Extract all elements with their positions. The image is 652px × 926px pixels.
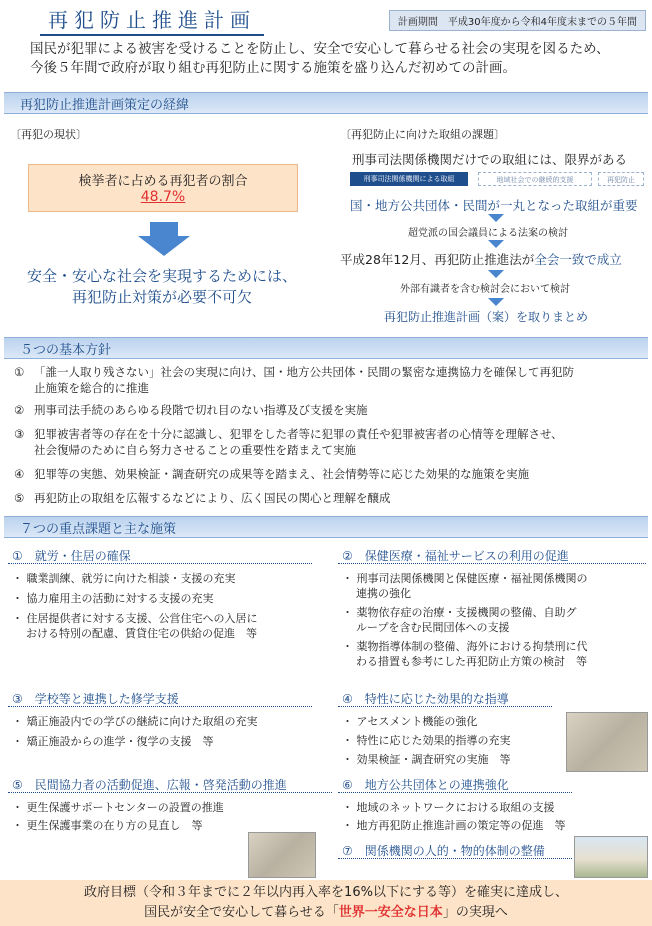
policy-2 xyxy=(14,402,644,418)
issue-5-list xyxy=(12,800,332,833)
step-arrow-icon xyxy=(488,240,504,248)
pill-justice: 刑事司法関係機関による取組 xyxy=(350,172,468,186)
conclusion-line-2: 再犯防止対策が必要不可欠 xyxy=(71,288,252,306)
meeting-photo xyxy=(248,832,316,878)
step-2-highlight: 全会一致で成立 xyxy=(534,252,622,267)
policy-number: ① xyxy=(14,365,25,379)
policy-text-cont: 止施策を総合的に推進 xyxy=(34,381,149,395)
list-item: ・ 職業訓練、就労に向けた相談・支援の充実 xyxy=(12,572,236,585)
issue-5-title: ⑤ 民間協力者の活動促進、広報・啓発活動の推進 xyxy=(8,776,332,793)
step-4: 再犯防止推進計画（案）を取りまとめ xyxy=(384,310,589,324)
section-issues-heading xyxy=(4,516,648,538)
plan-period: 計画期間 平成30年度から令和4年度末までの５年間 xyxy=(389,10,646,31)
policy-number: ② xyxy=(14,403,25,417)
step-2 xyxy=(340,250,622,268)
step-arrow-icon xyxy=(488,214,504,222)
conclusion-line-1: 安全・安心な社会を実現するためには、 xyxy=(26,267,297,285)
current-situation-label: 〔再犯の現状〕 xyxy=(10,128,87,141)
footer-text-end: 」の実現へ xyxy=(442,905,508,920)
list-item-text: 地方再犯防止推進計画の策定等の促進 等 xyxy=(356,819,566,832)
policy-5 xyxy=(14,490,644,506)
footer-text: 国民が安全で安心して暮らせる「 xyxy=(144,905,339,920)
list-item-text: 地域のネットワークにおける取組の支援 xyxy=(356,801,555,814)
training-room-photo xyxy=(566,712,648,772)
step-arrow-icon xyxy=(488,298,504,306)
footer-highlight: 世界一安全な日本 xyxy=(338,905,443,920)
list-item-text: 特性に応じた効果的指導の充実 xyxy=(356,734,511,747)
stat-label: 検挙者に占める再犯者の割合 xyxy=(78,174,248,189)
list-item: ・ 地域のネットワークにおける取組の支援 xyxy=(342,801,555,814)
list-item: ・ 地方再犯防止推進計画の策定等の促進 等 xyxy=(342,819,566,832)
list-item-cont: わる措置も参考にした再犯防止方策の検討 等 xyxy=(356,655,587,668)
list-item-text: 薬物指導体制の整備、海外における拘禁刑に代 xyxy=(356,640,588,653)
list-item: ・ 矯正施設内での学びの継続に向けた取組の充実 xyxy=(12,715,258,728)
issue-7-title: ⑦ 関係機関の人的・物的体制の整備 xyxy=(338,842,572,859)
list-item: ・ 協力雇用主の活動に対する支援の充実 xyxy=(12,592,214,605)
policy-text: 刑事司法手続のあらゆる段階で切れ目のない指導及び支援を実施 xyxy=(34,403,368,417)
policy-number: ⑤ xyxy=(14,491,25,505)
building-photo xyxy=(574,836,648,878)
list-item: ・ 更生保護事業の在り方の見直し 等 xyxy=(12,819,203,832)
list-item-text: 協力雇用主の活動に対する支援の充実 xyxy=(26,592,214,605)
step-arrow-icon xyxy=(488,270,504,278)
pill-community: 地域社会での継続的支援 xyxy=(478,172,592,186)
policy-3 xyxy=(14,426,644,458)
footer-line-1: 政府目標（令和３年までに２年以内再入率を16%以下にする等）を確実に達成し、 xyxy=(84,885,568,900)
conclusion-text xyxy=(12,266,312,308)
section-background-heading xyxy=(4,92,648,114)
list-item-text: 矯正施設内での学びの継続に向けた取組の充実 xyxy=(26,715,258,728)
list-item-text: 刑事司法関係機関と保健医療・福祉関係機関の xyxy=(356,572,588,585)
policy-1 xyxy=(14,364,644,396)
issue-1-list xyxy=(12,571,322,641)
down-arrow-tip-icon xyxy=(138,236,190,256)
issue-1-title: ① 就労・住居の確保 xyxy=(8,547,312,564)
step-1: 超党派の国会議員による法案の検討 xyxy=(408,228,568,239)
list-item-text: 更生保護サポートセンターの設置の推進 xyxy=(26,801,224,814)
list-item: ・ 更生保護サポートセンターの設置の推進 xyxy=(12,801,224,814)
issue-3-title: ③ 学校等と連携した修学支援 xyxy=(8,690,312,707)
list-item-cont: 連携の強化 xyxy=(356,587,411,600)
footer-line-2 xyxy=(0,903,652,923)
policy-text: 犯罪被害者等の存在を十分に認識し、犯罪をした者等に犯罪の責任や犯罪被害者の心情等を理解させ、 xyxy=(34,427,563,441)
policy-text: 犯罪等の実態、効果検証・調査研究の成果等を踏まえ、社会情勢等に応じた効果的な施策を実施 xyxy=(34,467,530,481)
policy-number: ③ xyxy=(14,427,25,441)
limit-text: 刑事司法関係機関だけでの取組には、限界がある xyxy=(352,152,628,167)
issue-4-title: ④ 特性に応じた効果的な指導 xyxy=(338,690,552,707)
list-item: ・ アセスメント機能の強化 xyxy=(342,715,478,728)
policy-text-cont: 社会復帰のために自ら努力させることの重要性を踏まえて実施 xyxy=(34,443,356,457)
list-item-text: 効果検証・調査研究の実施 等 xyxy=(356,753,511,766)
issue-4-list xyxy=(342,714,562,767)
pill-prevention: 再犯防止 xyxy=(598,172,644,186)
section-heading-text: ５つの基本方針 xyxy=(20,343,112,358)
list-item: ・ 薬物依存症の治療・支援機関の整備、自助グ xyxy=(342,606,577,619)
list-item-text: 住居提供者に対する支援、公営住宅への入居に xyxy=(26,612,258,625)
section-policies-heading xyxy=(4,337,648,359)
stat-value: 48.7% xyxy=(140,189,186,205)
recidivism-stat-box xyxy=(28,164,298,212)
issue-3-list xyxy=(12,714,332,749)
government-goal-footer xyxy=(0,880,652,926)
section-heading-text: ７つの重点課題と主な施策 xyxy=(20,522,177,537)
policy-4 xyxy=(14,466,644,482)
challenges-label: 〔再犯防止に向けた取組の課題〕 xyxy=(340,128,505,141)
intro-line-1: 国民が犯罪による被害を受けることを防止し、安全で安心して暮らせる社会の実現を図るため、 xyxy=(30,41,610,57)
policy-number: ④ xyxy=(14,467,25,481)
list-item: ・ 効果検証・調査研究の実施 等 xyxy=(342,753,511,766)
policy-text: 「誰一人取り残さない」社会の実現に向け、国・地方公共団体・民間の緊密な連携協力を確保して再犯防 xyxy=(34,365,575,379)
list-item-text: 職業訓練、就労に向けた相談・支援の充実 xyxy=(26,572,236,585)
list-item-cont: おける特別の配慮、賃貸住宅の供給の促進 等 xyxy=(26,627,257,640)
unite-text: 国・地方公共団体・民間が一丸となった取組が重要 xyxy=(350,198,638,213)
policy-text: 再犯防止の取組を広報するなどにより、広く国民の関心と理解を醸成 xyxy=(34,491,391,505)
list-item: ・ 矯正施設からの進学・復学の支援 等 xyxy=(12,735,214,748)
down-arrow-icon xyxy=(150,222,178,236)
page-title: 再犯防止推進計画 xyxy=(40,4,264,36)
list-item: ・ 特性に応じた効果的指導の充実 xyxy=(342,734,511,747)
list-item-text: アセスメント機能の強化 xyxy=(356,715,478,728)
issue-2-title: ② 保健医療・福祉サービスの利用の促進 xyxy=(338,547,646,564)
section-heading-text: 再犯防止推進計画策定の経緯 xyxy=(20,98,190,113)
list-item: ・ 住居提供者に対する支援、公営住宅への入居に xyxy=(12,612,258,625)
list-item-cont: ループを含む民間団体への支援 xyxy=(356,621,510,634)
issue-6-list xyxy=(342,800,642,833)
step-2-text: 平成28年12月、再犯防止推進法が xyxy=(340,252,535,267)
issue-2-list xyxy=(342,571,648,669)
intro-line-2: 今後５年間で政府が取り組む再犯防止に関する施策を盛り込んだ初めての計画。 xyxy=(30,60,516,76)
list-item-text: 矯正施設からの進学・復学の支援 等 xyxy=(26,735,214,748)
step-3: 外部有識者を含む検討会において検討 xyxy=(400,284,570,295)
list-item: ・ 薬物指導体制の整備、海外における拘禁刑に代 xyxy=(342,640,588,653)
intro-text xyxy=(30,40,630,78)
list-item-text: 薬物依存症の治療・支援機関の整備、自助グ xyxy=(356,606,577,619)
issue-6-title: ⑥ 地方公共団体との連携強化 xyxy=(338,776,572,793)
list-item: ・ 刑事司法関係機関と保健医療・福祉関係機関の xyxy=(342,572,588,585)
list-item-text: 更生保護事業の在り方の見直し 等 xyxy=(26,819,203,832)
